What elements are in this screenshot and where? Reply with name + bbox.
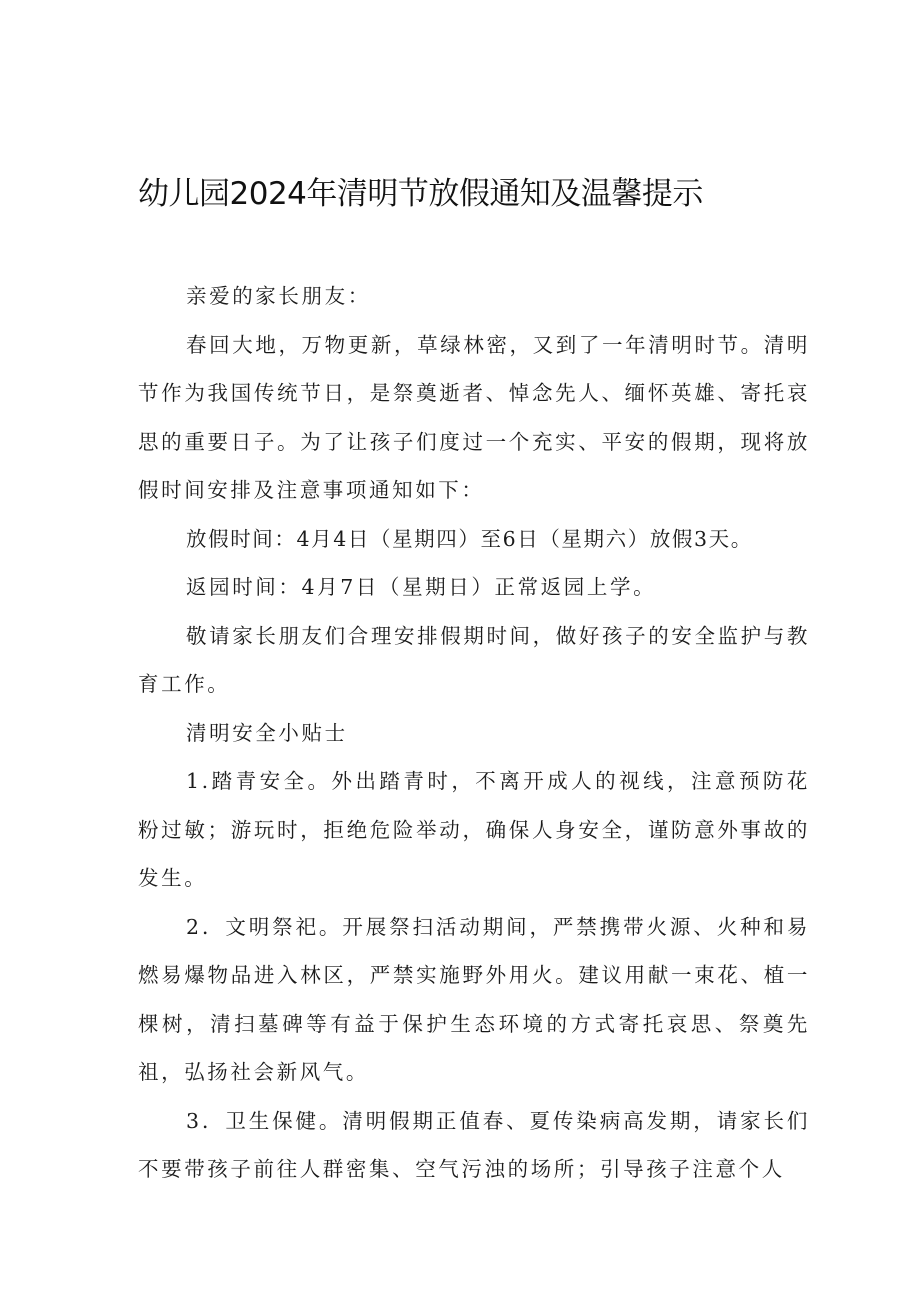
holiday-time-paragraph: 放假时间：4月4日（星期四）至6日（星期六）放假3天。 bbox=[186, 526, 753, 551]
document-body bbox=[138, 272, 810, 1194]
request-paragraph: 敬请家长朋友们合理安排假期时间，做好孩子的安全监护与教育工作。 bbox=[138, 623, 810, 696]
return-time-paragraph: 返园时间：4月7日（星期日）正常返园上学。 bbox=[186, 575, 657, 599]
tip-item-2: 2．文明祭祀。开展祭扫活动期间，严禁携带火源、火种和易燃易爆物品进入林区，严禁实施野外用火。建议用献一束花、植一棵树，清扫墓碑等有益于保护生态环境的方式寄托哀思、祭奠先祖，弘扬社会新风气。 bbox=[138, 914, 810, 1084]
tips-heading: 清明安全小贴士 bbox=[186, 720, 348, 745]
tip-item-3: 3．卫生保健。清明假期正值春、夏传染病高发期，请家长们不要带孩子前往人群密集、空气污浊的场所；引导孩子注意个人 bbox=[138, 1108, 810, 1181]
tip-item-1: 1.踏青安全。外出踏青时，不离开成人的视线，注意预防花粉过敏；游玩时，拒绝危险举动，确保人身安全，谨防意外事故的发生。 bbox=[138, 769, 810, 890]
document-title: 幼儿园2024年清明节放假通知及温馨提示 bbox=[138, 176, 703, 212]
intro-paragraph: 春回大地，万物更新，草绿林密，又到了一年清明时节。清明节作为我国传统节日，是祭奠逝者、悼念先人、缅怀英雄、寄托哀思的重要日子。为了让孩子们度过一个充实、平安的假期，现将放假时间安排及注意事项通知如下： bbox=[138, 332, 810, 502]
greeting-paragraph: 亲爱的家长朋友： bbox=[186, 284, 371, 308]
